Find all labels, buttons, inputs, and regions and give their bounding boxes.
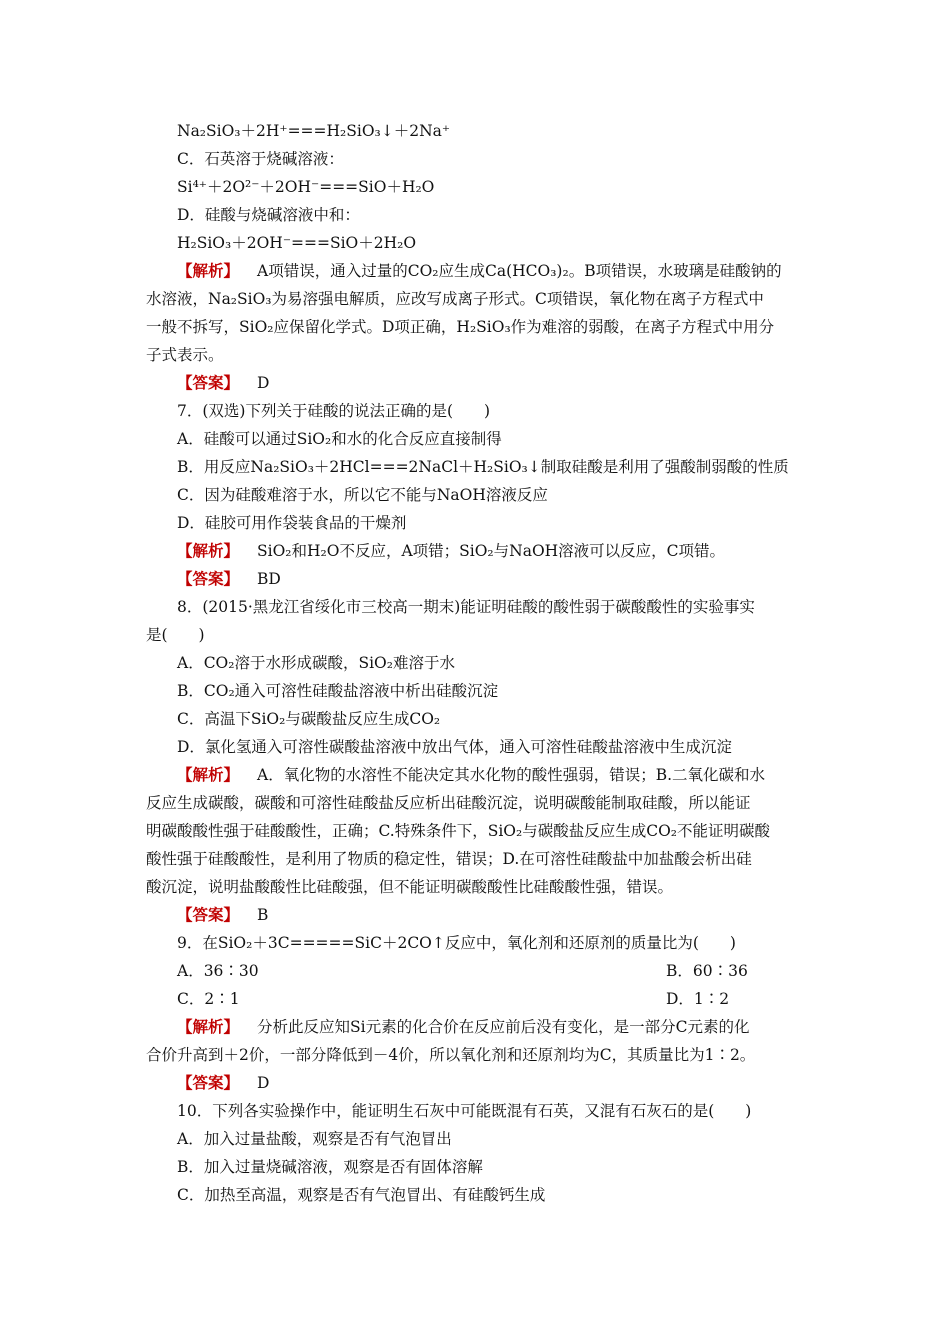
q8-option-b: B．CO₂通入可溶性硅酸盐溶液中析出硅酸沉淀	[177, 682, 499, 700]
analysis-tag: 【解析】	[177, 1017, 240, 1036]
answer-value: BD	[257, 570, 281, 588]
q9-option-d: D．1∶2	[666, 990, 730, 1008]
option-c: C．石英溶于烧碱溶液：	[177, 150, 344, 168]
q7-option-b: B．用反应Na₂SiO₃＋2HCl===2NaCl＋H₂SiO₃↓制取硅酸是利用了强酸制弱酸的性质	[177, 458, 789, 476]
q10-option-c: C．加热至高温，观察是否有气泡冒出、有硅酸钙生成	[177, 1186, 546, 1204]
analysis-tag: 【解析】	[177, 541, 240, 560]
q6-analysis-first-line	[177, 261, 782, 281]
answer-tag: 【答案】	[177, 1073, 240, 1092]
q9-answer-line	[177, 1073, 269, 1093]
q7-option-d: D．硅胶可用作袋装食品的干燥剂	[177, 514, 407, 532]
q7-option-c: C．因为硅酸难溶于水，所以它不能与NaOH溶液反应	[177, 486, 548, 504]
equation-b: Na₂SiO₃＋2H⁺===H₂SiO₃↓＋2Na⁺	[177, 122, 451, 140]
q8-stem: 8．(2015·黑龙江省绥化市三校高一期末)能证明硅酸的酸性弱于碳酸酸性的实验事实	[177, 598, 755, 616]
analysis-text: A．氧化物的水溶性不能决定其水化物的酸性强弱，错误；B.二氧化碳和水	[257, 766, 766, 784]
analysis-tag: 【解析】	[177, 765, 240, 784]
equation-d: H₂SiO₃＋2OH⁻===SiO＋2H₂O	[177, 234, 417, 252]
q10-stem: 10．下列各实验操作中，能证明生石灰中可能既混有石英，又混有石灰石的是( )	[177, 1102, 752, 1120]
q9-option-a: A．36∶30	[177, 962, 259, 980]
q9-option-b: B．60∶36	[666, 962, 748, 980]
analysis-text: 明碳酸酸性强于硅酸酸性，正确；C.特殊条件下，SiO₂与碳酸盐反应生成CO₂不能证明碳酸	[146, 822, 771, 840]
option-d: D．硅酸与烧碱溶液中和：	[177, 206, 360, 224]
analysis-tag: 【解析】	[177, 261, 240, 280]
analysis-text: 合价升高到＋2价，一部分降低到－4价，所以氧化剂和还原剂均为C，其质量比为1∶2。	[146, 1046, 756, 1064]
analysis-text: 酸性强于硅酸酸性，是利用了物质的稳定性，错误；D.在可溶性硅酸盐中加盐酸会析出硅	[146, 850, 752, 868]
q9-analysis-first-line	[177, 1017, 749, 1037]
answer-tag: 【答案】	[177, 569, 240, 588]
analysis-text: 水溶液，Na₂SiO₃为易溶强电解质，应改写成离子形式。C项错误，氧化物在离子方程式中	[146, 290, 764, 308]
q9-stem: 9．在SiO₂＋3C=====SiC＋2CO↑反应中，氧化剂和还原剂的质量比为( )	[177, 934, 736, 952]
q7-option-a: A．硅酸可以通过SiO₂和水的化合反应直接制得	[177, 430, 502, 448]
q7-answer-line	[177, 569, 281, 589]
analysis-text: 一般不拆写，SiO₂应保留化学式。D项正确，H₂SiO₃作为难溶的弱酸，在离子方程式中用分	[146, 318, 775, 336]
analysis-text: 分析此反应知Si元素的化合价在反应前后没有变化，是一部分C元素的化	[257, 1018, 750, 1036]
q7-analysis-line	[177, 541, 725, 561]
q9-options-row-2	[177, 989, 730, 1009]
q9-options-row-1	[177, 961, 748, 981]
analysis-text: A项错误，通入过量的CO₂应生成Ca(HCO₃)₂。B项错误，水玻璃是硅酸钠的	[257, 262, 782, 280]
q8-option-a: A．CO₂溶于水形成碳酸，SiO₂难溶于水	[177, 654, 455, 672]
q10-option-b: B．加入过量烧碱溶液，观察是否有固体溶解	[177, 1158, 483, 1176]
q8-option-d: D．氯化氢通入可溶性碳酸盐溶液中放出气体，通入可溶性硅酸盐溶液中生成沉淀	[177, 738, 732, 756]
q8-analysis-first-line	[177, 765, 765, 785]
equation-c: Si⁴⁺＋2O²⁻＋2OH⁻===SiO＋H₂O	[177, 178, 435, 196]
q7-stem: 7．(双选)下列关于硅酸的说法正确的是( )	[177, 402, 491, 420]
answer-value: D	[257, 1074, 270, 1092]
q8-option-c: C．高温下SiO₂与碳酸盐反应生成CO₂	[177, 710, 441, 728]
q9-option-c: C．2∶1	[177, 990, 240, 1008]
answer-tag: 【答案】	[177, 373, 240, 392]
answer-value: B	[257, 906, 269, 924]
q8-stem-cont: 是( )	[146, 626, 205, 644]
q10-option-a: A．加入过量盐酸，观察是否有气泡冒出	[177, 1130, 452, 1148]
analysis-text: 酸沉淀，说明盐酸酸性比硅酸强，但不能证明碳酸酸性比硅酸酸性强，错误。	[146, 878, 674, 896]
q8-answer-line	[177, 905, 268, 925]
analysis-text: SiO₂和H₂O不反应，A项错；SiO₂与NaOH溶液可以反应，C项错。	[257, 542, 726, 560]
answer-tag: 【答案】	[177, 905, 240, 924]
q6-answer-line	[177, 373, 269, 393]
analysis-text: 反应生成碳酸，碳酸和可溶性硅酸盐反应析出硅酸沉淀，说明碳酸能制取硅酸，所以能证	[146, 794, 751, 812]
answer-value: D	[257, 374, 270, 392]
analysis-text: 子式表示。	[146, 346, 224, 364]
